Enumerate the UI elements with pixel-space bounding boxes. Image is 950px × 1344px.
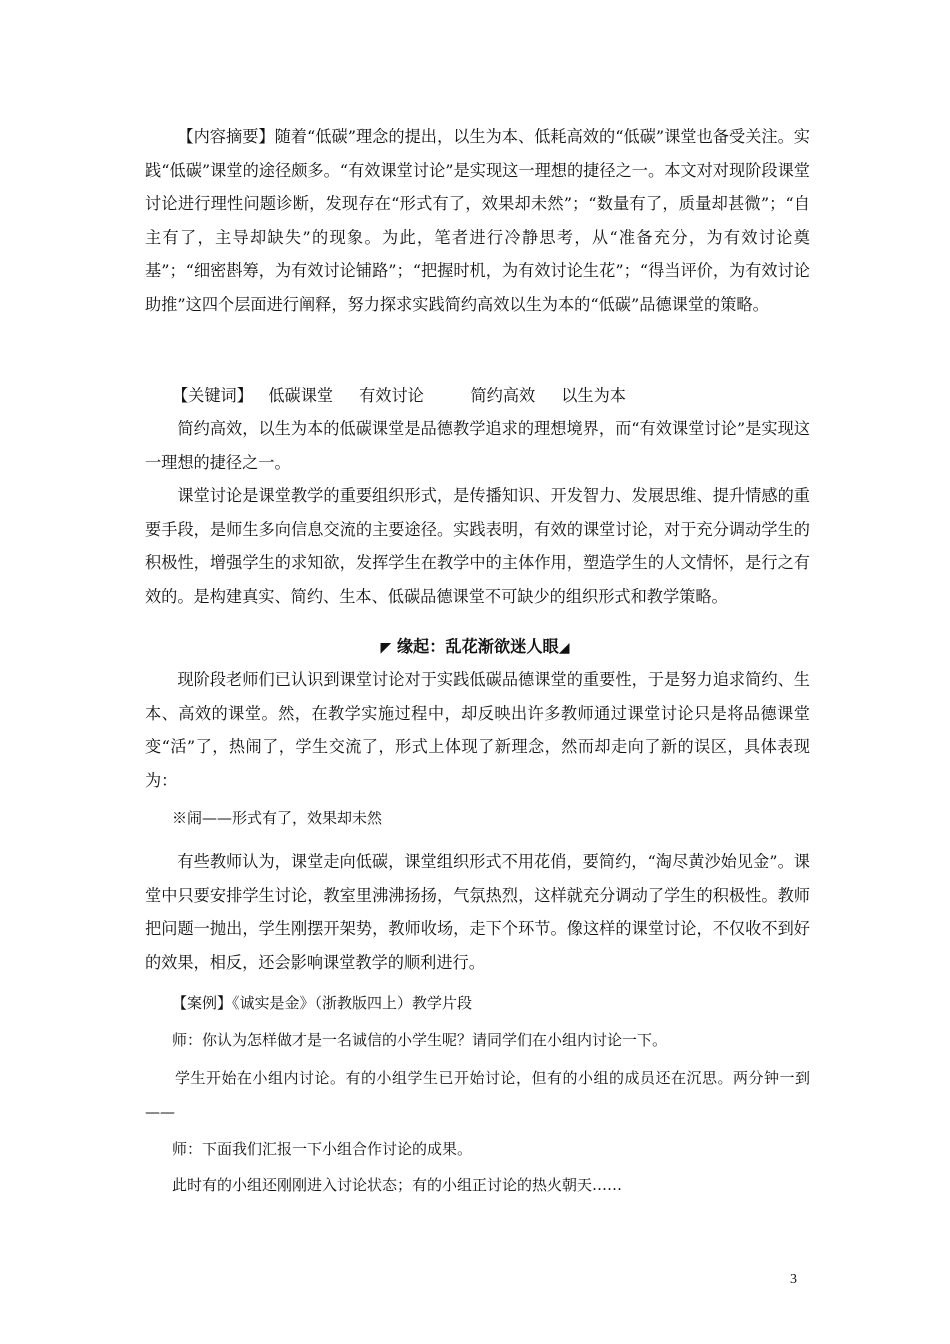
section-title: 缘起：乱花渐欲迷人眼 [396, 637, 559, 656]
paragraph: 现阶段老师们已认识到课堂讨论对于实践低碳品德课堂的重要性，于是努力追求简约、生本、高效的课堂。然，在教学实施过程中，却反映出许多教师通过课堂讨论只是将品德课堂变“活”了，热闹了，学生交流了，形式上体现了新理念，然而却走向了新的误区，具体表现为： [145, 670, 810, 790]
noisy-paragraph [145, 845, 810, 979]
paragraph: 简约高效，以生为本的低碳课堂是品德教学追求的理想境界，而“有效课堂讨论”是实现这一理想的捷径之一。 [145, 419, 810, 472]
triangle-right-icon: ◢ [558, 640, 570, 656]
observation: 此时有的小组还刚刚进入讨论状态；有的小组正讨论的热火朝天…… [172, 1176, 623, 1194]
paragraph: 学生开始在小组内讨论。有的小组学生已开始讨论，但有的小组的成员还在沉思。两分钟一到—— [145, 1069, 810, 1121]
subheading: ※闹——形式有了，效果却未然 [172, 809, 383, 827]
keyword: 有效讨论 [359, 386, 424, 405]
students-paragraph [145, 1061, 810, 1129]
page-number: 3 [790, 1272, 797, 1287]
paragraph: 课堂讨论是课堂教学的重要组织形式，是传播知识、开发智力、发展思维、提升情感的重要手段，是师生多向信息交流的主要途径。实践表明，有效的课堂讨论，对于充分调动学生的积极性，增强学生的求知欲，发挥学生在教学中的主体作用，塑造学生的人文情怀，是行之有效的。是构建真实、简约、生本、低碳品德课堂不可缺少的组织形式和教学策略。 [145, 486, 810, 606]
teacher-report: 师：下面我们汇报一下小组合作讨论的成果。 [172, 1140, 473, 1158]
paragraph: 有些教师认为，课堂走向低碳，课堂组织形式不用花俏，要简约，“淘尽黄沙始见金”。课堂中只要安排学生讨论，教室里沸沸扬扬，气氛热烈，这样就充分调动了学生的积极性。教师把问题一抛出，学生刚摆开架势，教师收场，走下个环节。像这样的课堂讨论，不仅收不到好的效果，相反，还会影响课堂教学的顺利进行。 [145, 852, 810, 972]
keywords-label: 【关键词】 [172, 386, 253, 405]
section-heading [0, 630, 950, 665]
keyword: 低碳课堂 [268, 386, 334, 405]
case-title: 【案例】《诚实是金》（浙教版四上）教学片段 [172, 994, 473, 1012]
keyword: 简约高效 [470, 386, 536, 405]
triangle-left-icon: ◤ [380, 640, 392, 656]
intro-paragraphs [145, 412, 810, 613]
status-paragraph [145, 663, 810, 797]
abstract-text: 【内容摘要】随着“低碳”理念的提出，以生为本、低耗高效的“低碳”课堂也备受关注。实践“低碳”课堂的途径颇多。“有效课堂讨论”是实现这一理想的捷径之一。本文对对现阶段课堂讨论进行理性问题诊断，发现存在“形式有了，效果却未然”；“数量有了，质量却甚微”；“自主有了，主导却缺失”的现象。为此，笔者进行冷静思考，从“准备充分，为有效讨论奠基”；“细密斟筹，为有效讨论铺路”；“把握时机，为有效讨论生花”；“得当评价，为有效讨论助推”这四个层面进行阐释，努力探求实践简约高效以生为本的“低碳”品德课堂的策略。 [145, 127, 810, 314]
abstract [145, 120, 810, 321]
keywords-line [172, 379, 626, 412]
keyword: 以生为本 [561, 386, 626, 405]
teacher-question: 师：你认为怎样做才是一名诚信的小学生呢？请同学们在小组内讨论一下。 [172, 1031, 668, 1049]
